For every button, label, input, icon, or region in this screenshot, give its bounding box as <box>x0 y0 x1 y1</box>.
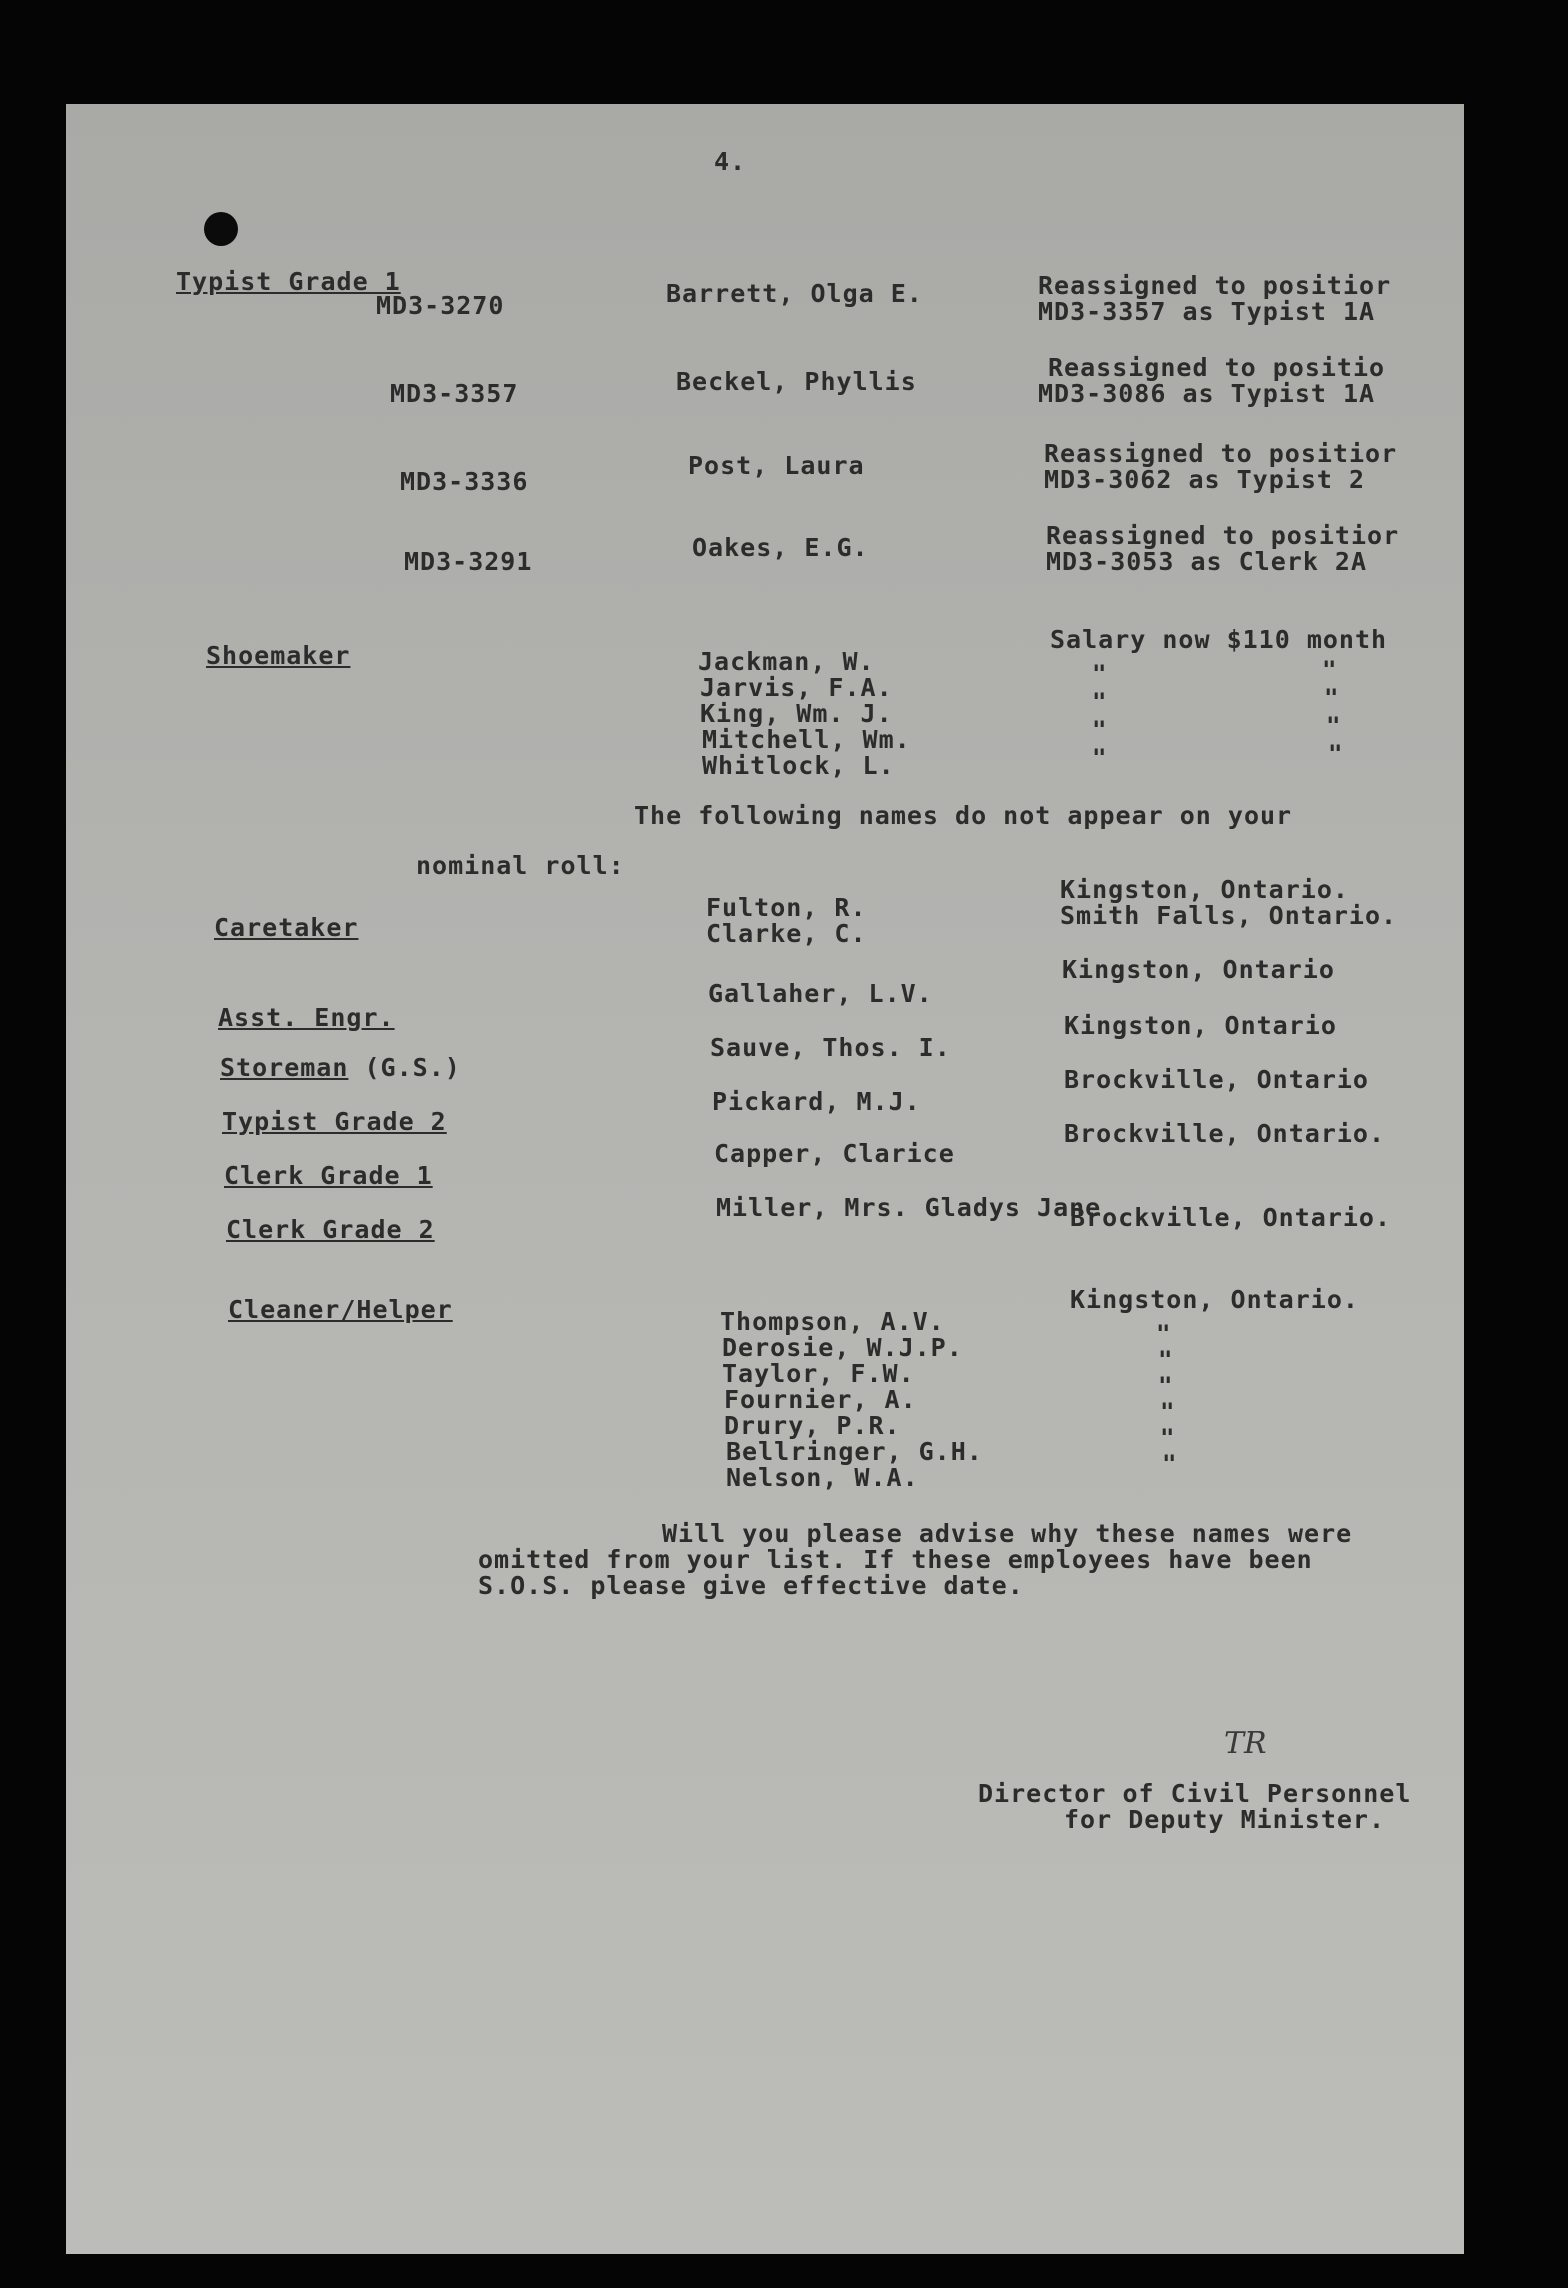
employee-name: Miller, Mrs. Gladys Jane <box>716 1193 1102 1222</box>
action-line-1: Reassigned to positior <box>1044 439 1398 468</box>
ditto-mark: " <box>1158 1346 1173 1374</box>
closing-line-3: S.O.S. please give effective date. <box>478 1571 1024 1600</box>
storeman-title: Storeman <box>220 1053 349 1082</box>
heading-caretaker: Caretaker <box>214 913 359 942</box>
position-number: MD3-3357 <box>390 379 519 408</box>
employee-name: Sauve, Thos. I. <box>710 1033 951 1062</box>
action-line-1: Reassigned to positior <box>1038 271 1392 300</box>
location: Kingston, Ontario. <box>1060 875 1349 904</box>
action-line-2: MD3-3357 as Typist 1A <box>1038 297 1376 326</box>
ditto-mark: " <box>1326 712 1341 740</box>
employee-name: Jackman, W. <box>698 647 875 676</box>
employee-name: Beckel, Phyllis <box>676 367 917 396</box>
location: Kingston, Ontario. <box>1070 1285 1359 1314</box>
ditto-mark: " <box>1092 716 1107 744</box>
closing-line-1: Will you please advise why these names were <box>662 1519 1353 1548</box>
action-line-1: Reassigned to positio <box>1048 353 1386 382</box>
salary-note: Salary now $110 month <box>1050 625 1388 654</box>
location: Kingston, Ontario <box>1062 955 1335 984</box>
ditto-mark: " <box>1322 656 1337 684</box>
heading-typist-grade-1: Typist Grade 1 <box>176 267 401 296</box>
action-line-1: Reassigned to positior <box>1046 521 1400 550</box>
employee-name: Post, Laura <box>688 451 865 480</box>
ditto-mark: " <box>1158 1372 1173 1400</box>
employee-name: Nelson, W.A. <box>726 1463 919 1492</box>
heading-clerk-grade-1: Clerk Grade 1 <box>224 1161 433 1190</box>
ditto-mark: " <box>1160 1398 1175 1426</box>
employee-name: Mitchell, Wm. <box>702 725 911 754</box>
employee-name: Drury, P.R. <box>724 1411 901 1440</box>
position-number: MD3-3291 <box>404 547 533 576</box>
employee-name: Jarvis, F.A. <box>700 673 893 702</box>
heading-cleaner-helper: Cleaner/Helper <box>228 1295 453 1324</box>
employee-name: Gallaher, L.V. <box>708 979 933 1008</box>
ditto-mark: " <box>1092 688 1107 716</box>
signature-line-2: for Deputy Minister. <box>1064 1805 1386 1834</box>
employee-name: Barrett, Olga E. <box>666 279 923 308</box>
employee-name: Derosie, W.J.P. <box>722 1333 963 1362</box>
heading-storeman <box>220 1054 461 1082</box>
location: Brockville, Ontario <box>1064 1065 1369 1094</box>
employee-name: King, Wm. J. <box>700 699 893 728</box>
heading-clerk-grade-2: Clerk Grade 2 <box>226 1215 435 1244</box>
ditto-mark: " <box>1324 684 1339 712</box>
employee-name: Thompson, A.V. <box>720 1307 945 1336</box>
employee-name: Bellringer, G.H. <box>726 1437 983 1466</box>
employee-name: Clarke, C. <box>706 919 867 948</box>
position-number: MD3-3270 <box>376 291 505 320</box>
action-line-2: MD3-3086 as Typist 1A <box>1038 379 1376 408</box>
intro-line-1: The following names do not appear on your <box>634 801 1293 830</box>
employee-name: Capper, Clarice <box>714 1139 955 1168</box>
storeman-suffix: (G.S.) <box>364 1053 461 1082</box>
heading-shoemaker: Shoemaker <box>206 641 351 670</box>
employee-name: Fulton, R. <box>706 893 867 922</box>
location: Brockville, Ontario. <box>1070 1203 1392 1232</box>
location: Kingston, Ontario <box>1064 1011 1337 1040</box>
location: Brockville, Ontario. <box>1064 1119 1386 1148</box>
intro-line-2: nominal roll: <box>416 851 625 880</box>
action-line-2: MD3-3053 as Clerk 2A <box>1046 547 1368 576</box>
location: Smith Falls, Ontario. <box>1060 901 1398 930</box>
handwritten-initials: TR <box>1224 1726 1267 1761</box>
employee-name: Pickard, M.J. <box>712 1087 921 1116</box>
employee-name: Taylor, F.W. <box>722 1359 915 1388</box>
action-line-2: MD3-3062 as Typist 2 <box>1044 465 1366 494</box>
ditto-mark: " <box>1092 660 1107 688</box>
page-number: 4. <box>714 147 747 176</box>
ditto-mark: " <box>1162 1450 1177 1478</box>
ditto-mark: " <box>1160 1424 1175 1452</box>
closing-line-2: omitted from your list. If these employees have been <box>478 1545 1313 1574</box>
employee-name: Oakes, E.G. <box>692 533 869 562</box>
heading-typist-grade-2: Typist Grade 2 <box>222 1107 447 1136</box>
position-number: MD3-3336 <box>400 467 529 496</box>
ditto-mark: " <box>1328 740 1343 768</box>
ink-blot <box>204 212 238 246</box>
document-page <box>66 104 1464 2254</box>
heading-asst-engr: Asst. Engr. <box>218 1003 395 1032</box>
employee-name: Fournier, A. <box>724 1385 917 1414</box>
signature-line-1: Director of Civil Personnel <box>978 1779 1412 1808</box>
ditto-mark: " <box>1156 1320 1171 1348</box>
ditto-mark: " <box>1092 744 1107 772</box>
employee-name: Whitlock, L. <box>702 751 895 780</box>
